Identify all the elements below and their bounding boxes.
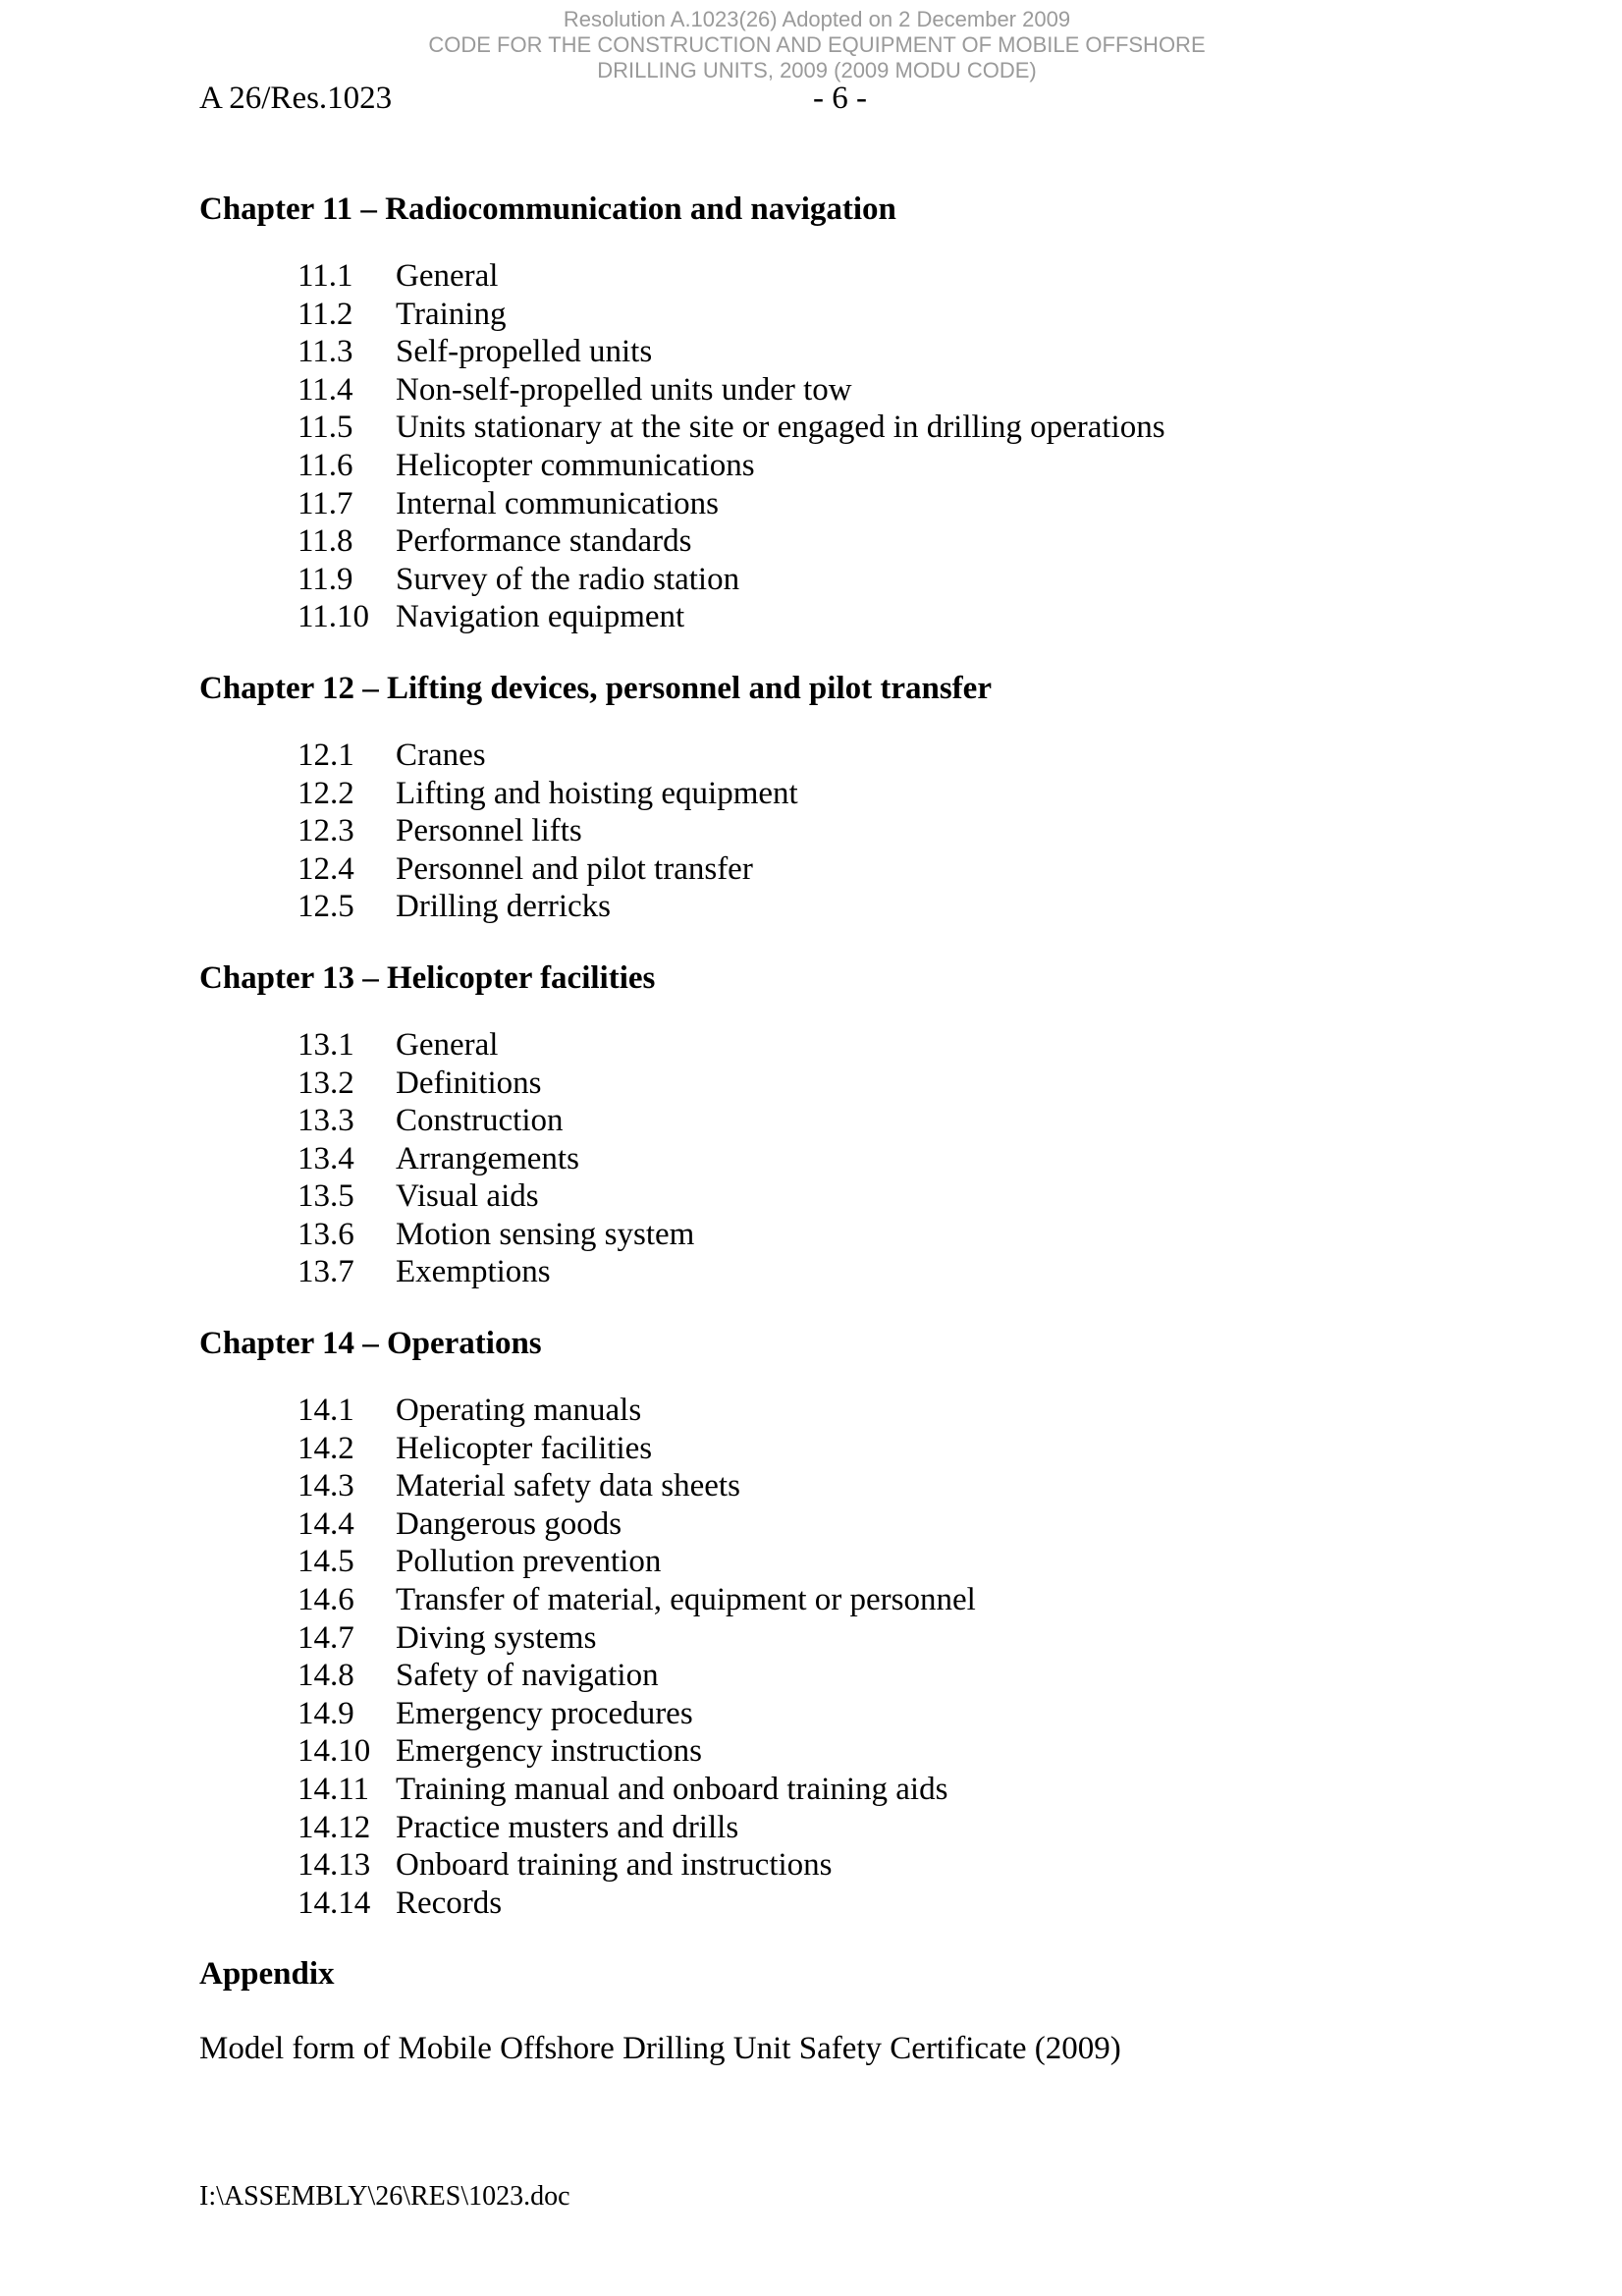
toc-item-number: 14.9 xyxy=(297,1695,354,1731)
toc-item-title: Operating manuals xyxy=(396,1393,642,1429)
toc-item-title: Performance standards xyxy=(396,523,692,560)
chapter-section xyxy=(199,1324,1476,1922)
toc-item-title: Training xyxy=(396,296,507,332)
page-number: - 6 - xyxy=(813,81,867,116)
toc-item-title: Self-propelled units xyxy=(396,334,653,370)
toc-item xyxy=(199,1846,1476,1885)
toc-item-title: Definitions xyxy=(396,1065,542,1101)
toc-item-title: Exemptions xyxy=(396,1254,551,1290)
toc-item-title: Practice musters and drills xyxy=(396,1809,739,1845)
chapter-heading: Chapter 14 – Operations xyxy=(199,1326,542,1362)
toc-item-number: 11.2 xyxy=(297,296,353,332)
toc-item-number: 11.6 xyxy=(297,447,353,483)
toc-item-number: 14.11 xyxy=(297,1772,370,1807)
toc-item-number: 11.10 xyxy=(297,599,370,635)
footer-file-path: I:\ASSEMBLY\26\RES\1023.doc xyxy=(199,2181,570,2212)
toc-item-number: 14.5 xyxy=(297,1544,354,1580)
toc-item-number: 11.5 xyxy=(297,410,353,446)
toc-item-number: 14.1 xyxy=(297,1393,354,1429)
chapter-item-list xyxy=(199,257,1476,636)
toc-item-number: 13.4 xyxy=(297,1140,354,1176)
toc-item-number: 11.7 xyxy=(297,485,353,521)
toc-item-number: 11.3 xyxy=(297,334,353,370)
toc-item xyxy=(199,1732,1476,1771)
toc-item xyxy=(199,1771,1476,1809)
toc-item xyxy=(199,409,1476,447)
toc-item-title: Dangerous goods xyxy=(396,1505,622,1542)
toc-item-number: 14.3 xyxy=(297,1468,354,1504)
toc-item xyxy=(199,1065,1476,1103)
toc-item-title: Navigation equipment xyxy=(396,599,685,635)
toc-item xyxy=(199,1467,1476,1505)
chapter-section xyxy=(199,669,1476,926)
toc-item-number: 11.4 xyxy=(297,371,353,408)
toc-item-title: General xyxy=(396,1026,499,1063)
toc-item-title: Arrangements xyxy=(396,1140,579,1176)
toc-item xyxy=(199,598,1476,636)
toc-item xyxy=(199,485,1476,523)
toc-item-title: Motion sensing system xyxy=(396,1216,695,1252)
toc-item xyxy=(199,1392,1476,1430)
toc-item-number: 11.9 xyxy=(297,561,353,597)
toc-item xyxy=(199,888,1476,926)
toc-item xyxy=(199,1619,1476,1658)
toc-item xyxy=(199,1885,1476,1923)
chapter-heading: Chapter 11 – Radiocommunication and navigation xyxy=(199,191,896,227)
toc-item xyxy=(199,561,1476,599)
toc-item-number: 13.6 xyxy=(297,1216,354,1252)
toc-item-title: Personnel and pilot transfer xyxy=(396,850,753,887)
toc-item-number: 14.7 xyxy=(297,1619,354,1656)
toc-item xyxy=(199,850,1476,889)
chapter-item-list xyxy=(199,737,1476,926)
toc-item-title: Diving systems xyxy=(396,1619,597,1656)
toc-item-number: 14.12 xyxy=(297,1809,371,1845)
chapter-item-list xyxy=(199,1026,1476,1291)
toc-item-number: 13.7 xyxy=(297,1254,354,1290)
chapter-section xyxy=(199,190,1476,636)
toc-item-number: 14.2 xyxy=(297,1430,354,1466)
toc-item-number: 14.10 xyxy=(297,1733,371,1770)
toc-item xyxy=(199,1430,1476,1468)
toc-item-number: 13.2 xyxy=(297,1065,354,1101)
toc-item xyxy=(199,1505,1476,1544)
toc-item-title: Units stationary at the site or engaged in drilling operations xyxy=(396,410,1165,446)
toc-item-title: Transfer of material, equipment or personnel xyxy=(396,1582,976,1618)
toc-item xyxy=(199,371,1476,410)
toc-item-number: 12.4 xyxy=(297,850,354,887)
toc-item-title: Drilling derricks xyxy=(396,889,612,925)
watermark-resolution: Resolution A.1023(26) Adopted on 2 December 2009 xyxy=(563,7,1071,31)
toc-item-number: 13.1 xyxy=(297,1026,354,1063)
toc-item-number: 12.2 xyxy=(297,775,354,811)
toc-item xyxy=(199,737,1476,775)
toc-item-number: 14.4 xyxy=(297,1505,354,1542)
toc-item-number: 14.13 xyxy=(297,1847,371,1884)
toc-item-title: Lifting and hoisting equipment xyxy=(396,775,798,811)
toc-item-number: 12.5 xyxy=(297,889,354,925)
toc-item xyxy=(199,775,1476,813)
toc-item-title: Helicopter communications xyxy=(396,447,755,483)
toc-item xyxy=(199,1177,1476,1216)
toc-item xyxy=(199,522,1476,561)
watermark-code-subtitle: DRILLING UNITS, 2009 (2009 MODU CODE) xyxy=(597,58,1037,82)
chapter-section xyxy=(199,958,1476,1291)
toc-item xyxy=(199,1026,1476,1065)
appendix-description: Model form of Mobile Offshore Drilling Unit Safety Certificate (2009) xyxy=(199,2031,1121,2067)
chapter-item-list xyxy=(199,1392,1476,1922)
toc-item-title: Personnel lifts xyxy=(396,813,582,849)
toc-item-number: 14.6 xyxy=(297,1582,354,1618)
toc-item xyxy=(199,333,1476,371)
toc-item xyxy=(199,1809,1476,1847)
toc-item-number: 12.3 xyxy=(297,813,354,849)
watermark-code-title: CODE FOR THE CONSTRUCTION AND EQUIPMENT OF MOBILE OFFSHORE xyxy=(428,32,1206,57)
toc-item xyxy=(199,812,1476,850)
toc-item-title: Non-self-propelled units under tow xyxy=(396,371,852,408)
document-reference: A 26/Res.1023 xyxy=(199,81,393,116)
appendix-heading: Appendix xyxy=(199,1956,335,1993)
toc-item xyxy=(199,1581,1476,1619)
table-of-contents xyxy=(199,190,1476,2068)
toc-item xyxy=(199,257,1476,296)
toc-item xyxy=(199,1695,1476,1733)
appendix-section xyxy=(199,1954,1476,2068)
toc-item xyxy=(199,1216,1476,1254)
toc-item xyxy=(199,1543,1476,1581)
toc-item xyxy=(199,1657,1476,1695)
toc-item-number: 11.1 xyxy=(297,258,353,294)
toc-item-title: Onboard training and instructions xyxy=(396,1847,833,1884)
chapter-heading: Chapter 13 – Helicopter facilities xyxy=(199,959,656,996)
toc-item-title: Survey of the radio station xyxy=(396,561,740,597)
toc-item-title: Construction xyxy=(396,1103,564,1139)
toc-item-number: 14.14 xyxy=(297,1885,371,1921)
toc-item xyxy=(199,447,1476,485)
toc-item-title: Cranes xyxy=(396,737,486,773)
toc-item-title: Training manual and onboard training aids xyxy=(396,1772,948,1807)
toc-item-title: Emergency instructions xyxy=(396,1733,702,1770)
toc-item-title: Visual aids xyxy=(396,1178,539,1215)
toc-item-title: Material safety data sheets xyxy=(396,1468,740,1504)
toc-item-title: Internal communications xyxy=(396,485,719,521)
toc-item-title: Helicopter facilities xyxy=(396,1430,653,1466)
toc-item-number: 11.8 xyxy=(297,523,353,560)
toc-item-number: 14.8 xyxy=(297,1658,354,1694)
toc-item-number: 13.3 xyxy=(297,1103,354,1139)
toc-item xyxy=(199,1140,1476,1178)
toc-item-number: 12.1 xyxy=(297,737,354,773)
toc-item-title: Emergency procedures xyxy=(396,1695,693,1731)
toc-item xyxy=(199,1253,1476,1291)
chapter-heading: Chapter 12 – Lifting devices, personnel and pilot transfer xyxy=(199,670,992,706)
toc-item-number: 13.5 xyxy=(297,1178,354,1215)
toc-item xyxy=(199,296,1476,334)
toc-item-title: Records xyxy=(396,1885,503,1921)
toc-item-title: Safety of navigation xyxy=(396,1658,659,1694)
toc-item-title: General xyxy=(396,258,499,294)
toc-item-title: Pollution prevention xyxy=(396,1544,662,1580)
toc-item xyxy=(199,1102,1476,1140)
